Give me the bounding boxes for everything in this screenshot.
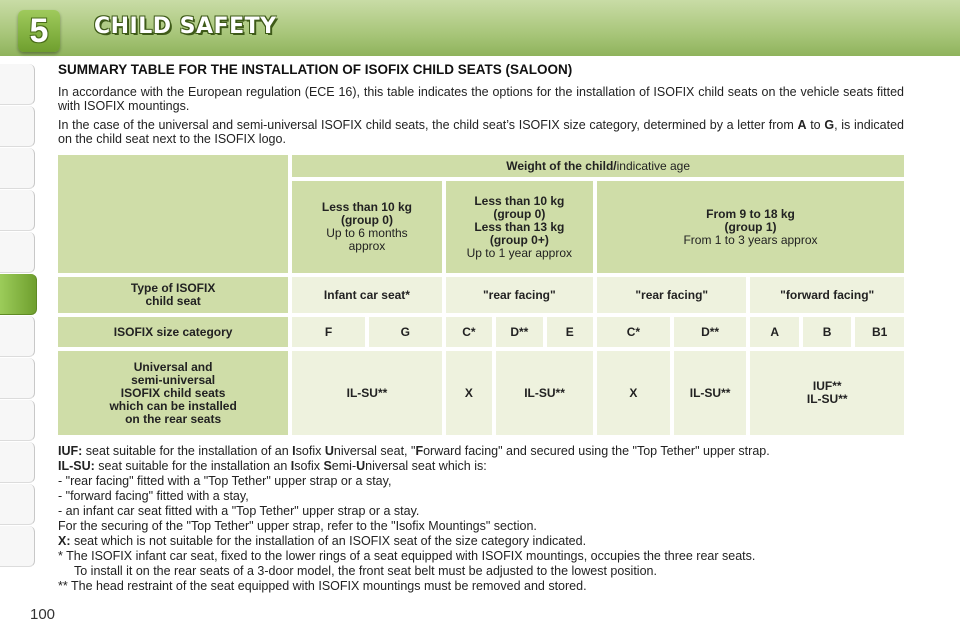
rear-value-text: IUF** (812, 379, 842, 393)
note-key: IUF: (58, 444, 83, 458)
note-text: orward facing" and secured using the "Top Tether" upper strap. (423, 444, 770, 458)
chapter-tab-strip (0, 64, 40, 584)
note-letter: U (324, 444, 334, 458)
rear-value-cell: IL-SU** (496, 351, 593, 435)
type-cell: "forward facing" (750, 277, 904, 313)
page-number: 100 (30, 606, 56, 623)
note-text: seat suitable for the installation of an (82, 444, 293, 458)
intro-text: to (806, 118, 825, 132)
table-row (58, 155, 904, 177)
note-letter: S (323, 459, 332, 473)
note-letter: I (292, 444, 296, 458)
type-cell: "rear facing" (446, 277, 593, 313)
group-text: Up to 1 year approx (466, 245, 573, 260)
table-corner-cell (58, 155, 288, 273)
row-label-text: ISOFIX child seats (120, 385, 226, 400)
intro-paragraph-1: In accordance with the European regulation (ECE 16), this table indicates the options for the installation of ISOFIX child seats on the vehicle seats fitted with ISOFIX mountings. (58, 85, 904, 113)
weight-header-bold: Weight of the child/ (506, 158, 617, 173)
rear-value-cell: X (446, 351, 492, 435)
row-label-text: Type of ISOFIX (130, 281, 216, 295)
group-text: (group 1) (724, 219, 777, 234)
section-title: SUMMARY TABLE FOR THE INSTALLATION OF ISOFIX CHILD SEATS (SALOON) (58, 62, 573, 77)
note-text: sofix (295, 444, 325, 458)
rear-value-cell: X (597, 351, 670, 435)
chapter-tab-11[interactable] (0, 484, 35, 525)
note-x (58, 534, 904, 549)
legend-notes (58, 444, 904, 594)
chapter-tab-4[interactable] (0, 190, 35, 231)
rear-value-cell: IL-SU** (292, 351, 441, 435)
row-label-text: child seat (145, 294, 201, 308)
size-cell: C* (597, 317, 670, 347)
weight-header-rest: indicative age (616, 158, 691, 173)
letter-g: G (824, 118, 835, 132)
table-row (58, 317, 904, 347)
isofix-summary-table (54, 151, 908, 439)
note-star-2: ** The head restraint of the seat equipped with ISOFIX mountings must be removed and stored. (58, 579, 587, 593)
note-text: seat which is not suitable for the installation of an ISOFIX seat of the size category indicated. (70, 534, 587, 548)
note-star-1-continued: To install it on the rear seats of a 3-door model, the front seat belt must be adjusted to the lowest position. (74, 564, 657, 578)
chapter-tab-10[interactable] (0, 442, 35, 483)
group-text: Less than 10 kg (321, 200, 412, 214)
chapter-title: CHILD SAFETY (94, 14, 277, 39)
chapter-tab-7[interactable] (0, 316, 35, 357)
size-cell: D** (674, 317, 747, 347)
note-letter: I (290, 459, 295, 473)
chapter-tab-12[interactable] (0, 526, 35, 567)
group-1-cell (597, 181, 904, 273)
size-row-label: ISOFIX size category (58, 317, 288, 347)
note-star-1: * The ISOFIX infant car seat, fixed to the lower rings of a seat equipped with ISOFIX mountings, occupies the three rear seats. (58, 549, 756, 563)
row-label-text: on the rear seats (125, 411, 222, 426)
size-cell: B1 (855, 317, 904, 347)
chapter-tab-9[interactable] (0, 400, 35, 441)
size-cell: E (547, 317, 593, 347)
row-label-text: semi-universal (131, 372, 216, 387)
chapter-tab-1[interactable] (0, 64, 35, 105)
chapter-number-badge: 5 (18, 10, 60, 52)
group-text: Less than 10 kg (474, 193, 565, 208)
group-text: Up to 6 months (326, 226, 408, 240)
rear-value-cell (750, 351, 904, 435)
chapter-tab-8[interactable] (0, 358, 35, 399)
table-row (58, 351, 904, 435)
note-text: sofix (294, 459, 324, 473)
note-text: emi- (331, 459, 357, 473)
intro-paragraph-2 (58, 118, 904, 146)
group-text: (group 0) (493, 206, 546, 221)
group-0-cell (292, 181, 441, 273)
note-letter: U (356, 459, 366, 473)
note-letter: F (415, 444, 424, 458)
note-bullet: - "forward facing" fitted with a stay, (58, 489, 249, 503)
weight-header-cell (292, 155, 904, 177)
size-cell: F (292, 317, 365, 347)
row-label-text: Universal and (133, 359, 213, 374)
type-cell: Infant car seat* (292, 277, 441, 313)
group-text: From 1 to 3 years approx (683, 232, 818, 247)
note-bullet: - "rear facing" fitted with a "Top Tether" upper strap or a stay, (58, 474, 392, 488)
size-cell: A (750, 317, 798, 347)
row-label-text: which can be installed (109, 398, 237, 413)
size-cell: D** (496, 317, 542, 347)
note-securing: For the securing of the "Top Tether" upper strap, refer to the "Isofix Mountings" section. (58, 519, 537, 533)
group-0plus-cell (446, 181, 593, 273)
note-text: niversal seat which is: (365, 459, 487, 473)
note-text: seat suitable for the installation an (94, 459, 291, 473)
group-text: Less than 13 kg (474, 219, 565, 234)
note-text: niversal seat, " (333, 444, 416, 458)
rear-value-text: IL-SU** (806, 392, 848, 406)
main-content (58, 62, 904, 439)
chapter-tab-5[interactable] (0, 232, 35, 273)
group-text: approx (348, 239, 386, 253)
group-text: (group 0) (340, 213, 393, 227)
chapter-tab-6-active[interactable] (0, 274, 37, 315)
chapter-tab-3[interactable] (0, 148, 35, 189)
group-text: (group 0+) (489, 232, 549, 247)
type-row-label (58, 277, 288, 313)
rear-value-cell: IL-SU** (674, 351, 747, 435)
size-cell: G (369, 317, 442, 347)
table-row (58, 277, 904, 313)
letter-a: A (797, 118, 807, 132)
size-cell: C* (446, 317, 492, 347)
note-bullet: - an infant car seat fitted with a "Top Tether" upper strap or a stay. (58, 504, 420, 518)
intro-text: In the case of the universal and semi-universal ISOFIX child seats, the child seat’s ISOFIX size category, determined by a letter from (58, 118, 798, 132)
type-cell: "rear facing" (597, 277, 746, 313)
intro-text: , is indicated on the child seat next to the ISOFIX logo. (58, 118, 905, 146)
note-key: X: (58, 534, 71, 548)
note-ilsu (58, 459, 904, 474)
group-text: From 9 to 18 kg (706, 206, 795, 221)
note-iuf (58, 444, 904, 459)
chapter-tab-2[interactable] (0, 106, 35, 147)
note-key: IL-SU: (58, 459, 95, 473)
size-cell: B (803, 317, 851, 347)
rear-seats-row-label (58, 351, 288, 435)
